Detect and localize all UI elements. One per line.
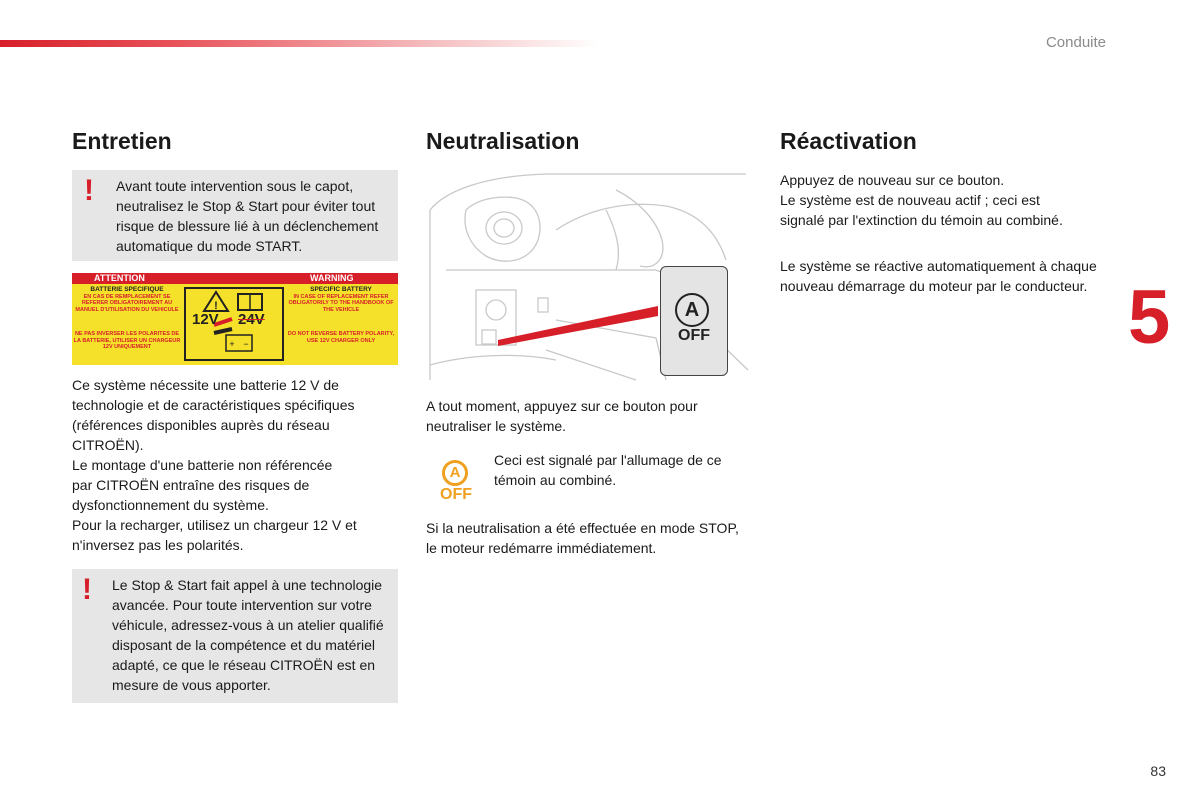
dashboard-illustration xyxy=(426,170,752,386)
svg-text:−: − xyxy=(243,339,249,349)
label-12v: 12V xyxy=(192,311,219,328)
label-en-bottom: DO NOT REVERSE BATTERY POLARITY, USE 12V CHARGER ONLY xyxy=(287,331,395,344)
exclamation-icon: ! xyxy=(84,174,94,207)
indicator-off-label: OFF xyxy=(440,486,472,503)
label-en-block xyxy=(286,287,396,313)
column-reactivation xyxy=(780,126,1100,296)
body-line: Pour la recharger, utilisez un chargeur 12 V et xyxy=(72,517,357,533)
label-fr-bottom: NE PAS INVERSER LES POLARITES DE LA BATTERIE, UTILISER UN CHARGEUR 12V UNIQUEMENT xyxy=(73,331,181,350)
body-line: par CITROËN entraîne des risques de xyxy=(72,477,310,493)
section-title-reactivation: Réactivation xyxy=(780,128,917,154)
section-label: Conduite xyxy=(1045,34,1106,51)
label-pictogram-panel xyxy=(184,287,284,361)
indicator-circle xyxy=(442,460,468,486)
indicator-text: Ceci est signalé par l'allumage de ce témoin au combiné. xyxy=(494,452,722,488)
label-fr-block xyxy=(72,287,182,313)
button-off-label: OFF xyxy=(678,327,710,344)
svg-text:+: + xyxy=(229,339,235,349)
body-line: (références disponibles auprès du réseau xyxy=(72,417,330,433)
page-number: 83 xyxy=(1150,763,1166,779)
svg-text:!: ! xyxy=(214,300,218,312)
warning-text: Le Stop & Start fait appel à une technologie avancée. Pour toute intervention sur votre véhicule, adressez-vous à un atelier qualifié disposant de la compétence et du matériel adapté, ce que le réseau CITROËN est en mesure de vous apporter. xyxy=(112,577,384,693)
section-title-neutralisation: Neutralisation xyxy=(426,128,580,154)
column-neutralisation xyxy=(426,126,752,558)
jumper-clamp-black xyxy=(214,329,232,333)
stop-start-off-indicator-icon xyxy=(434,460,478,508)
label-warning: WARNING xyxy=(310,273,354,283)
body-line: technologie et de caractéristiques spécifiques xyxy=(72,397,355,413)
battery-warning-label xyxy=(72,273,398,365)
body-line: Le système est de nouveau actif ; ceci est xyxy=(780,192,1040,208)
body-line: CITROËN). xyxy=(72,437,144,453)
body-line: Le montage d'une batterie non référencée xyxy=(72,457,333,473)
indicator-a-letter: A xyxy=(449,464,461,481)
battery-paragraph xyxy=(72,375,398,555)
column-entretien xyxy=(72,126,398,703)
label-en-text: IN CASE OF REPLACEMENT REFER OBLIGATORILY TO THE HANDBOOK OF THE VEHICLE xyxy=(288,293,394,313)
header-accent-bar xyxy=(0,40,600,47)
warning-box xyxy=(72,170,398,261)
reactivation-paragraph xyxy=(780,170,1100,230)
neutralisation-text: A tout moment, appuyez sur ce bouton pour neutraliser le système. xyxy=(426,398,698,434)
restart-text: Si la neutralisation a été effectuée en mode STOP, le moteur redémarre immédiatement. xyxy=(426,520,739,556)
label-24v: 24V xyxy=(238,311,265,328)
indicator-row xyxy=(426,450,752,512)
label-attention: ATTENTION xyxy=(94,273,145,283)
body-line: Appuyez de nouveau sur ce bouton. xyxy=(780,172,1005,188)
warning-box xyxy=(72,569,398,703)
label-fr-text: EN CAS DE REMPLACEMENT SE REFERER OBLIGATOIREMENT AU MANUEL D'UTILISATION DU VEHICULE xyxy=(75,293,179,313)
exclamation-icon: ! xyxy=(82,573,92,606)
body-line: n'inversez pas les polarités. xyxy=(72,537,244,553)
warning-text: Avant toute intervention sous le capot, neutralisez le Stop & Start pour éviter tout risque de blessure lié à un déclenchement automatique du mode START. xyxy=(116,178,379,254)
body-line: Ce système nécessite une batterie 12 V de xyxy=(72,377,339,393)
pointer-arrow xyxy=(498,306,658,346)
label-fr-title: BATTERIE SPECIFIQUE xyxy=(90,286,164,293)
auto-arrow-icon xyxy=(675,293,709,327)
button-a-letter: A xyxy=(684,299,700,321)
auto-reactivation-text: Le système se réactive automatiquement à chaque nouveau démarrage du moteur par le conducteur. xyxy=(780,258,1097,294)
label-header xyxy=(72,273,398,284)
chapter-number: 5 xyxy=(1128,275,1171,360)
body-line: dysfonctionnement du système. xyxy=(72,497,269,513)
body-line: signalé par l'extinction du témoin au combiné. xyxy=(780,212,1063,228)
stop-start-button xyxy=(660,266,728,376)
label-en-title: SPECIFIC BATTERY xyxy=(310,286,372,293)
section-title-entretien: Entretien xyxy=(72,128,172,154)
